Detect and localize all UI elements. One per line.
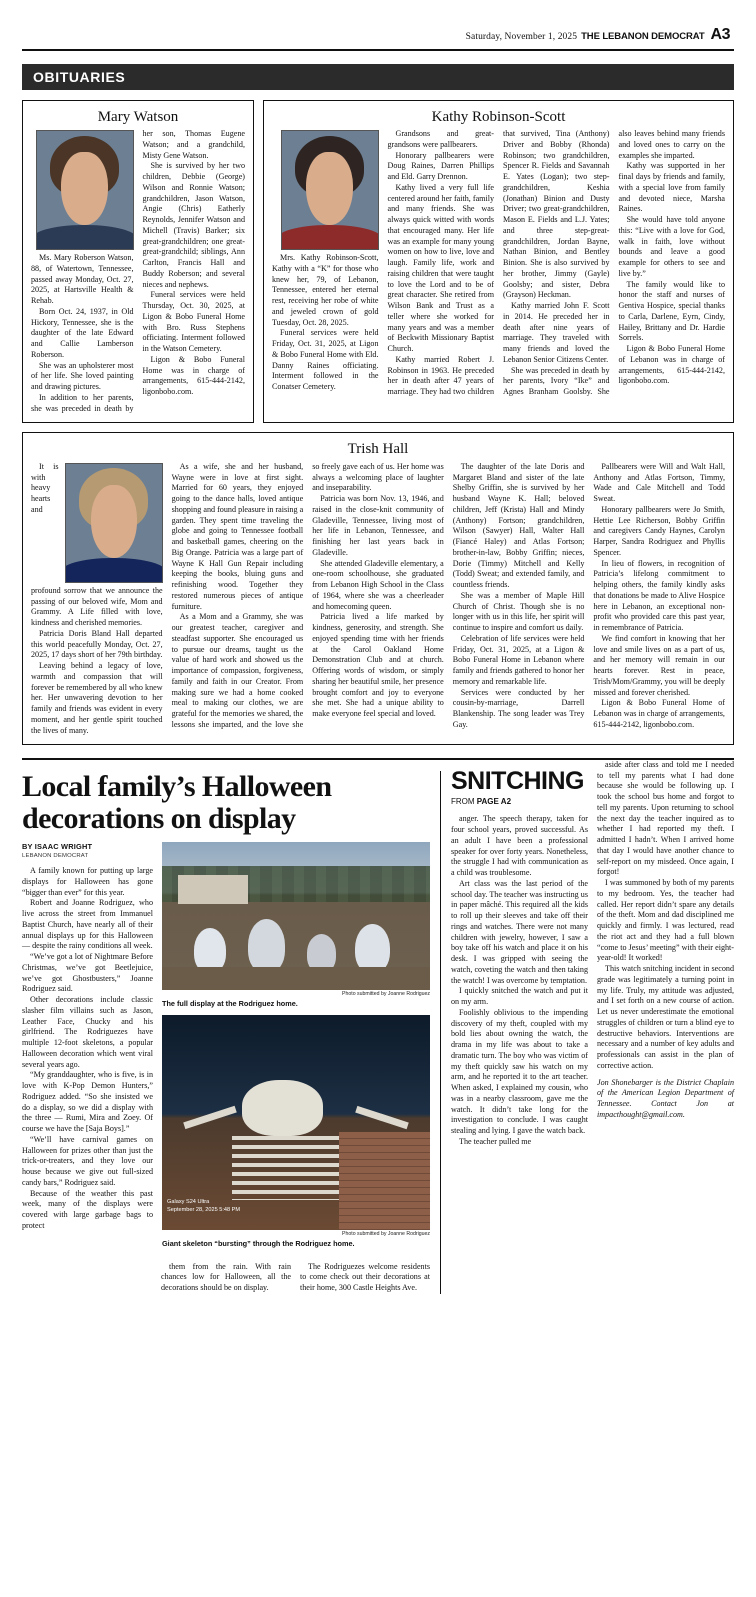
obituary-paragraph: Kathy married Robert J. Robinson in 1963. He preceded her in death after 47 years of marriage. They had two children that survived, Tina (Anthony) Driver and Bobby (Rhonda) Robinson; two grandchildren, Spencer R. Fields and Savannah E. Yates (Logan); two step-grandchildren, Keshia (Jonathan) Binion and Dusty Driver; two great-grandchildren, Mason E. Fields and L.J. Yates; and three step-great-grandchildren, Jordan Bayne, Nathan Binion, and Bentley Binion. She is also survived by her brother, Jimmy (Gayle) Goolsby; and sister, Debra (Grayson) Heckman. — [387, 129, 610, 396]
feature-photo-column — [162, 842, 430, 1255]
masthead-rule — [22, 49, 734, 51]
obituary-row-top — [22, 100, 734, 424]
obituary-paragraph: Services were conducted by her cousin-by-marriage, Darrell Blankenship. The song leader was Trey Gay. — [452, 687, 585, 729]
feature-paragraph: The Rodriguezes welcome residents to come check out their decorations at their home, 300 Castle Heights Ave. — [300, 1261, 430, 1293]
snitching-paragraph: This watch snitching incident in second grade was legitimately a turning point in my life. Truly, my attitude was adjusted, and I set forth on a new course of action. Let us never underestimate the emotional struggles of children or turn a blind eye to destructive behaviors. Interventions are necessary and a number of key adults and professionals can assist in the plan of corrective action. — [597, 964, 734, 1070]
obituary-paragraph: Patricia Doris Bland Hall departed this world peacefully Monday, Oct. 27, 2025, 17 days short of her 79th birthday. — [31, 628, 163, 660]
obituary-paragraph: She was a member of Maple Hill Church of Christ. Though she is no longer with us in this life, her spirit will continue to inspire and comfort us daily. — [452, 590, 585, 632]
feature-paragraph: Robert and Joanne Rodriguez, who live across the street from Immanuel Baptist Church, have nearly all of their annual displays up for this Halloween — despite the rainy conditions all week. — [22, 898, 153, 951]
page-title: Local family’s Halloween decorations on display — [22, 769, 332, 835]
feature-top-block — [22, 842, 430, 1255]
obituary-text — [31, 129, 245, 414]
feature-column-2 — [161, 1262, 291, 1294]
obituary-paragraph: Born Oct. 24, 1937, in Old Hickory, Tennessee, she is the daughter of the late Edward and Callie Lamberson Roberson. — [31, 306, 134, 359]
feature-column-1-continued — [22, 1262, 152, 1294]
snitching-kicker: SNITCHING — [451, 766, 584, 795]
obituary-paragraph: She was an upholsterer most of her life. She loved painting and drawing pictures. — [31, 360, 134, 391]
portrait-trish-hall — [65, 463, 163, 583]
obituary-name: Kathy Robinson-Scott — [431, 108, 566, 125]
obituary-paragraph: Ms. Mary Roberson Watson, 88, of Watertown, Tennessee, passed away Monday, Oct. 27, 2025, at Hartsville Health & Rehab. — [31, 253, 134, 305]
obituary-paragraph: As a Mom and a Grammy, she was our greatest teacher, caregiver and steadfast supporter. She encouraged us to pursue our dreams, taught us the value of hard work and showed us the importance of compassion, forgiveness, family and faith in our Creator. From making sure we had a home cooked meal to making our clothes, we are grateful for the memories we shared, the lessons she imparted, and the love she so freely gave each of us. Her home was always a welcoming place of laughter and inseparability. — [171, 461, 444, 729]
obituary-paragraph: She is survived by her two children, Debbie (George) Wilson and Ronnie Watson; grandchildren, Jason Watson, Angie (Chris) Eatherly Reynolds, Jennifer Watson and Michell (Travis) Barker; six great-grandchildren; one great-great-grandchild; siblings, Ann Carlton, Francis Hall and Buddy Roberson; and several nieces and nephews. — [142, 161, 245, 289]
portrait-mary-watson — [36, 130, 134, 250]
photo-caption: The full display at the Rodriguez home. — [162, 999, 298, 1009]
obituary-paragraph: Ligon & Bobo Funeral Home was in charge of arrangements, 615-444-2142, ligonbobo.com. — [142, 354, 245, 396]
obituary-card-mary-watson — [22, 100, 254, 424]
obituary-name: Mary Watson — [97, 108, 179, 125]
obituary-paragraph: In lieu of flowers, in recognition of Patricia’s lifelong commitment to helping others, the family kindly asks that donations be made to Alive Hospice here in Lebanon, an exceptional non-profit who provided care this past year, in remembrance of Patricia. — [593, 558, 725, 632]
snitching-paragraph: I quickly snitched the watch and put it on my arm. — [451, 986, 588, 1007]
feature-paragraph: A family known for putting up large displays for Halloween has gone “bigger than ever” for this year. — [22, 866, 153, 897]
feature-paragraph: them from the rain. With rain chances low for Halloween, all the decorations should be on display. — [161, 1261, 291, 1293]
obituary-paragraph: Grandsons and great-grandsons were pallbearers. — [387, 129, 494, 149]
photo-caption: Giant skeleton “bursting” through the Rodriguez home. — [162, 1239, 355, 1249]
snitching-column-2 — [597, 760, 734, 1148]
feature-paragraph: “We’ve got a lot of Nightmare Before Christmas, we’ve got Beetlejuice, we’ve got Ghostbusters,” Joanne Rodriguez said. — [22, 952, 153, 994]
feature-bottom-block — [22, 1262, 430, 1294]
jump-line-page[interactable]: PAGE A2 — [476, 796, 512, 806]
photo-stamp-timestamp: September 28, 2025 5:48 PM — [167, 1207, 241, 1214]
obituary-paragraph: Honorary pallbearers were Jo Smith, Hettie Lee Richerson, Bobby Griffin and caregivers Candy Haynes, Carolyn Harper, Sandra Rodriguez and Phyllis Spencer. — [593, 504, 725, 557]
photo-credit: Photo submitted by Joanne Rodriguez — [342, 991, 430, 998]
obituary-paragraph: Kathy lived a very full life centered around her faith, family and many friends. She was always quick witted with words that encouraged many. Her life was an example for many young women on how to live, love and laugh. Family life, work and raising children that were taught to love the Lord and to be of great character. She retired from Wilson Bank and Trust as a teller where she worked for many years and was a member of Beckwith Missionary Baptist Church. — [387, 182, 494, 353]
obituary-paragraph: She attended Gladeville elementary, a one-room schoolhouse, she graduated from Lebanon High School in the Class of 1964, where she was a cheerleader and homecoming queen. — [312, 558, 444, 611]
byline-organization: LEBANON DEMOCRAT — [22, 853, 89, 860]
section-banner-obituaries — [22, 64, 734, 90]
obituary-paragraph: Funeral services were held Friday, Oct. 31, 2025, at Ligon & Bobo Funeral Home with Eld. Danny Raines officiating. Interment followed in the Conatser Cemetery. — [272, 328, 379, 391]
obituary-card-kathy-robinson-scott — [263, 100, 734, 424]
lower-content-area — [22, 760, 734, 1294]
photo-halloween-yard-display — [162, 842, 430, 990]
masthead-paper-name: THE LEBANON DEMOCRAT — [581, 31, 705, 42]
obituary-paragraph: We find comfort in knowing that her love and smile lives on as a part of us, and her memory will remain in our hearts forever. Rest in peace, Trish/Mom/Grammy, you will be deeply missed and forever cherished. — [593, 633, 725, 697]
obituary-paragraph: Patricia was born Nov. 13, 1946, and raised in the close-knit community of Gladeville, Tennessee, living most of her life in Lebanon, Tennessee, and finishing her last years back in Gladeville. — [312, 494, 444, 557]
obituary-paragraph: Celebration of life services were held Friday, Oct. 31, 2025, at a Ligon & Bobo Funeral Home in Lebanon where family and friends gathered to honor her memory and remarkable life. — [452, 633, 585, 686]
obituary-paragraph: Kathy married John F. Scott in 2014. He preceded her in death after nine years of marriage. They traveled with many friends and loved the Lebanon Senior Citizens Center. — [503, 301, 610, 364]
snitching-paragraph: aside after class and told me I needed to tell my parents what I had done because she would be following up. I took the school bus home and forgot to tell my parents. Upon returning to school the next day the teacher inquired as to whether I had reported my theft. I admitted I hadn’t. When I arrived home that day I would have another chance to self-report on my misdeed. Once again, I forgot! — [597, 759, 734, 877]
snitching-paragraph: anger. The speech therapy, taken for four school years, proved successful. As an adult I have been a professional speaker for over forty years. Nonetheless, the struggle I had with communication as a child was troublesome. — [451, 814, 588, 878]
jump-line-prefix: FROM — [451, 796, 477, 806]
section-banner-label: OBITUARIES — [33, 68, 126, 85]
masthead-dateline: Saturday, November 1, 2025 — [465, 32, 578, 42]
obituary-paragraph: Kathy was supported in her final days by friends and family, with a special love from family and devoted niece, Marsha Raines. — [618, 161, 725, 214]
jump-line — [451, 797, 588, 808]
obituary-paragraph: Ligon & Bobo Funeral Home of Lebanon was in charge of arrangements, 615-444-2142, ligonbobo.com. — [618, 344, 725, 386]
obituary-paragraph: The daughter of the late Doris and Margaret Bland and sister of the late Shelby Griffin, she is survived by her husband Wayne K. Hall; beloved children, Jeff (Krista) Hall and Mindy (Anthony) Fortson; grandchildren, Wilson (Sawyer) Hall, Walter Hall (Fiancé Haley) and Atlas Fortson; brother-in-law, Bobby Griffin; nieces, Dorie (Timmy) Mitchell and Kelly (Todd) Sweat; and extended family, and countless friends. — [452, 461, 585, 589]
byline-author: BY ISAAC WRIGHT — [22, 842, 93, 852]
feature-paragraph: Because of the weather this past week, many of the displays were covered with large garbage bags to protect — [22, 1188, 153, 1230]
snitching-paragraph: Foolishly oblivious to the impending discovery of my theft, coupled with my bold lies about owning the watch, the drama in my life was about to take a dramatic turn. The boy who was victim of my theft quickly saw his watch on my arm, and he reported it to the art teacher. When asked, I explained my cousin, who was in a nearby classroom, gave me the watch. It didn’t take long for the investigation to conclude. I was caught stealing and lying. I gave the watch back. — [451, 1007, 588, 1136]
snitching-paragraph: The teacher pulled me — [459, 1136, 532, 1146]
feature-paragraph: “My granddaughter, who is five, is in love with K-Pop Demon Hunters,” Rodriguez added. “So she insisted we do a display, so we did a display with the three — Rumi, Mira and Zoey. Of course we have the [Saja Boys].” — [22, 1070, 153, 1134]
obituary-paragraph: She was preceded in death by her parents, Ivory “Ike” and Agnes Branham Goolsby. She also leaves behind many friends and loved ones to carry on the examples she imparted. — [503, 129, 725, 396]
snitching-column-1 — [451, 760, 588, 1148]
obituary-paragraph: Mrs. Kathy Robinson-Scott, Kathy with a “K” for those who knew her, 79, of Lebanon, Tennessee, entered her eternal rest, receiving her robe of white and jeweled crown of gold Tuesday, Oct. 28, 2025. — [272, 253, 379, 327]
feature-column-3 — [300, 1262, 430, 1294]
snitching-paragraph: Art class was the last period of the school day. The teacher was instructing us in paper mâché. This required all the kids to roll up their sleeves and take off their rings and watches. There were not many children with jewelry, however, I saw a boy take off his watch and place it on his desk. I was gripped with seeing the watch, coveting the watch and then taking the watch! I was overcome by temptation. — [451, 878, 588, 985]
obituary-paragraph: The family would like to honor the staff and nurses of Gentiva Hospice, special thanks to Carla, Darlene, Eyrn, Cindy, Hailey, Brittany and Dr. Hardie Sorrels. — [618, 279, 725, 343]
obituary-paragraph: Leaving behind a legacy of love, warmth and compassion that will forever be remembered by all who knew her. Her unwavering devotion to her family and friends was evident in every moment, and her gentle spirit touched the lives of many. — [31, 661, 163, 735]
obituary-paragraph: It is with heavy hearts and profound sorrow that we announce the passing of our beloved wife, Mom and Grammy. A Life filled with love, kindness and cherished memories. — [31, 461, 163, 627]
masthead-folio: A3 — [710, 26, 730, 43]
feature-paragraph: “We’ll have carnival games on Halloween for prizes other than just the trick-or-treaters, and they love our house because we give out full-sized candy bars,” Rodriguez said. — [22, 1134, 153, 1187]
obituary-paragraph: As a wife, she and her husband, Wayne were in love at first sight. Married for 60 years, they enjoyed going to the dance halls, loved antique shopping and found pleasure in raising a garden. They spent time traveling the globe and going to Tennessee football and basketball games, cheering on the Big Orange. Patricia was a large part of Wayne K Hall Gun Repair including keeping the books, bluing guns and refinishing wood. Together they restored numerous pieces of antique furniture. — [171, 461, 304, 611]
snitching-paragraph: I was summoned by both of my parents to my bedroom. Yes, the teacher had called. Her report didn’t spare any details of the theft. Mom and dad disciplined me quickly and firmly. I was lectured, read the riot act and they had a full blown “come to Jesus’ meeting” with their eight-year-old! It worked! — [597, 878, 734, 963]
feature-article — [22, 760, 440, 1294]
page-masthead — [0, 0, 756, 49]
obituary-paragraph: Ligon & Bobo Funeral Home of Lebanon was in charge of arrangements, 615-444-2142, ligonbobo.com. — [593, 698, 725, 729]
photo-stamp-device: Galaxy S24 Ultra — [167, 1198, 210, 1205]
obituary-text — [31, 462, 725, 737]
obituary-paragraph: She would have told anyone this: “Live with a love for God, walk in faith, love without bounds and leave a good example for others to see and live by.” — [618, 215, 725, 278]
obituary-paragraph: In addition to her parents, she was preceded in death by her son, Thomas Eugene Watson; and a grandchild, Misty Gene Watson. — [31, 129, 245, 413]
obituary-paragraph: Honorary pallbearers were Doug Raines, Darren Phillips and Eld. Garry Drennon. — [387, 150, 494, 181]
obituary-card-trish-hall — [22, 432, 734, 745]
photo-device-stamp — [167, 1198, 240, 1215]
snitching-column — [441, 760, 734, 1294]
feature-column-1 — [22, 842, 153, 1255]
feature-paragraph: Other decorations include classic slasher film villains such as Jason, Leather Face, Chucky and his girlfriend. The Rodriguezes have multiple 12-foot skeletons, a popular Halloween decoration which went viral several years ago. — [22, 995, 153, 1069]
snitching-body — [451, 760, 734, 1148]
obituary-paragraph: Pallbearers were Will and Walt Hall, Anthony and Atlas Fortson, Timmy, Wade and Cale Mitchell and Todd Sweat. — [593, 461, 725, 503]
obituary-text — [272, 129, 725, 398]
obituary-paragraph: Patricia lived a life marked by kindness, generosity, and strength. She enjoyed spending time with her friends at the Carol Oakland Home Demonstration Club and at church. Offering words of wisdom, or simply sharing her beautiful smile, her presence brought comfort and joy to everyone she met. She had a unique ability to make everyone feel special and loved. — [312, 612, 444, 718]
photo-credit: Photo submitted by Joanne Rodriguez — [342, 1231, 430, 1238]
obituary-name: Trish Hall — [347, 441, 409, 458]
snitching-author-tagline: Jon Shonebarger is the District Chaplain of the American Legion Department of Tennessee. Contact Jon at impacthought@gmail.com. — [597, 1077, 734, 1119]
photo-giant-skeleton — [162, 1015, 430, 1230]
obituary-paragraph: Funeral services were held Thursday, Oct. 30, 2025, at Ligon & Bobo Funeral Home with Bro. Russ Stephens officiating. Interment followed in the Watson Cemetery. — [142, 290, 245, 353]
portrait-kathy-robinson-scott — [281, 130, 379, 250]
